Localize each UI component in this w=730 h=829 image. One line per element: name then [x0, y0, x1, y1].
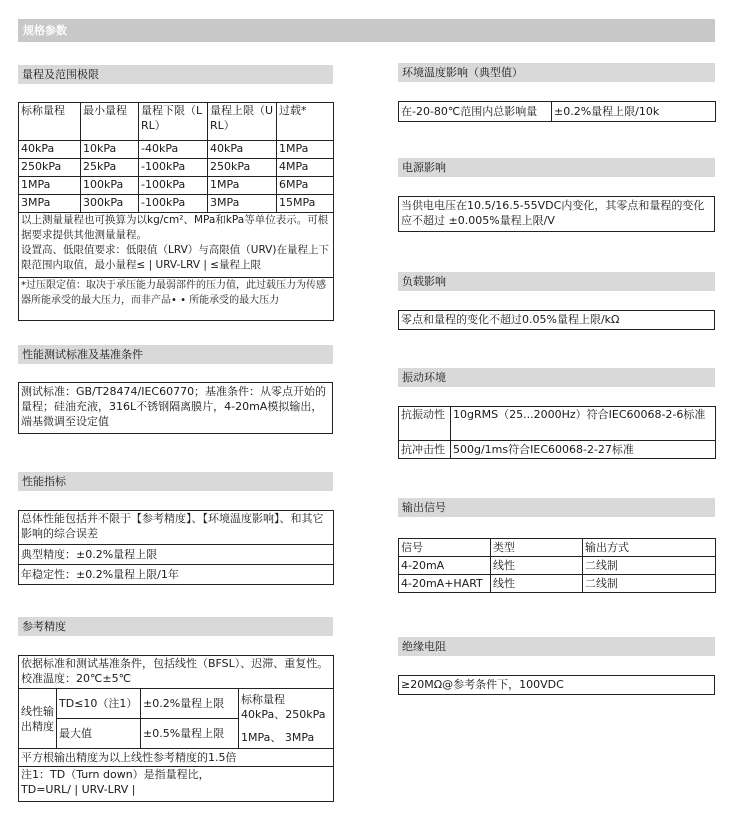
nominal-range-values-1: 40kPa、250kPa: [241, 708, 326, 721]
section-title: 性能测试标准及基准条件: [22, 348, 143, 361]
table-cell: 6MPa: [277, 177, 334, 195]
table-header-row: [399, 539, 716, 557]
table-row: [19, 545, 334, 565]
nominal-range-title: 标称量程: [241, 693, 285, 706]
section-header-load: [398, 272, 715, 291]
table-cell: 40kPa: [19, 141, 81, 159]
table-cell: 4-20mA: [399, 557, 491, 575]
ambient-table: [398, 101, 716, 122]
nominal-range-values-2: 1MPa、 3MPa: [241, 731, 315, 744]
table-cell: 3MPa: [19, 195, 81, 213]
table-cell: 4MPa: [277, 159, 334, 177]
column-header: 过载*: [277, 103, 334, 141]
table-row: [19, 177, 334, 195]
table-cell: 15MPa: [277, 195, 334, 213]
table-row: [19, 689, 334, 719]
table-row: [19, 213, 334, 278]
max-accuracy-value: ±0.5%量程上限: [141, 719, 239, 749]
table-row: [19, 195, 334, 213]
table-cell: 1MPa: [277, 141, 334, 159]
table-cell: 二线制: [583, 575, 716, 593]
insulation-text: ≥20MΩ@参考条件下，100VDC: [398, 675, 715, 695]
sqrt-output-note: 平方根输出精度为以上线性参考精度的1.5倍: [19, 749, 334, 767]
section-title: 输出信号: [402, 501, 446, 514]
section-title: 振动环境: [402, 371, 446, 384]
output-table: [398, 538, 716, 593]
table-cell: 1MPa: [19, 177, 81, 195]
table-cell: -100kPa: [139, 159, 208, 177]
table-cell: 250kPa: [19, 159, 81, 177]
table-cell: -40kPa: [139, 141, 208, 159]
section-title: 绝缘电阻: [402, 640, 446, 653]
table-cell: 10kPa: [81, 141, 139, 159]
table-row: [19, 278, 334, 321]
table-cell: 3MPa: [208, 195, 277, 213]
table-cell: 300kPa: [81, 195, 139, 213]
table-cell: 线性: [491, 575, 583, 593]
table-cell: 500g/1ms符合IEC60068-2-27标准: [451, 441, 716, 459]
table-row: [19, 656, 334, 689]
section-title: 量程及范围极限: [22, 68, 99, 81]
section-header-power: [398, 158, 715, 177]
table-row: [399, 441, 716, 459]
section-header-performance: [18, 472, 333, 491]
range-notes: [19, 213, 334, 278]
table-row: [19, 767, 334, 802]
table-cell: 40kPa: [208, 141, 277, 159]
turndown-note: [19, 767, 334, 802]
power-influence-text: 当供电电压在10.5/16.5-55VDC内变化，其零点和量程的变化应不超过 ±0.005%量程上限/V: [398, 196, 715, 232]
linear-accuracy-label: 线性输出精度: [19, 689, 57, 749]
accuracy-intro: 依据标准和测试基准条件，包括线性（BFSL）、迟滞、重复性。校准温度：20℃±5℃: [19, 656, 334, 689]
column-header: 最小量程: [81, 103, 139, 141]
td-accuracy-value: ±0.2%量程上限: [141, 689, 239, 719]
table-row: [399, 102, 716, 122]
nominal-range-cell: [239, 689, 334, 749]
table-cell: -100kPa: [139, 195, 208, 213]
table-row: [399, 575, 716, 593]
accuracy-table: [18, 655, 334, 802]
page-title-bar: [18, 19, 715, 42]
table-row: [399, 407, 716, 441]
section-header-insulation: [398, 637, 715, 656]
test-conditions-text: 测试标准：GB/T28474/IEC60770；基准条件：从零点开始的量程；硅油充液，316L不锈钢隔离膜片，4-20mA模拟输出，端基微调至设定值: [18, 382, 333, 434]
load-influence-text: 零点和量程的变化不超过0.05%量程上限/kΩ: [398, 310, 715, 330]
page-title: 规格参数: [23, 24, 67, 37]
table-cell: 总体性能包括并不限于【参考精度】、【环境温度影响】、和其它影响的综合误差: [19, 511, 334, 545]
section-header-ambient: [398, 63, 715, 82]
section-header-test: [18, 345, 333, 364]
ambient-label: 在-20-80℃范围内总影响量: [399, 102, 552, 122]
column-header: 信号: [399, 539, 491, 557]
turndown-note-line2: TD=URL/ | URV-LRV |: [21, 783, 136, 796]
section-header-accuracy: [18, 617, 333, 636]
table-row: [399, 557, 716, 575]
column-header: 输出方式: [583, 539, 716, 557]
td-condition: TD≤10（注1）: [57, 689, 141, 719]
max-label: 最大值: [57, 719, 141, 749]
column-header: 标称量程: [19, 103, 81, 141]
column-header: 量程上限（URL）: [208, 103, 277, 141]
table-row: [19, 141, 334, 159]
table-row: [19, 511, 334, 545]
performance-table: [18, 510, 334, 585]
section-title: 环境温度影响（典型值）: [402, 66, 523, 79]
overload-note: *过压限定值：取决于承压能力最弱部件的压力值，此过载压力为传感器所能承受的最大压力，而非产品• • 所能承受的最大压力: [19, 278, 334, 321]
table-header-row: [19, 103, 334, 141]
section-title: 性能指标: [22, 475, 66, 488]
table-cell: 100kPa: [81, 177, 139, 195]
section-title: 参考精度: [22, 620, 66, 633]
column-header: 量程下限（LRL）: [139, 103, 208, 141]
section-header-vibration: [398, 368, 715, 387]
range-table: [18, 102, 334, 321]
column-header: 类型: [491, 539, 583, 557]
table-row: [19, 159, 334, 177]
table-cell: 10gRMS（25...2000Hz）符合IEC60068-2-6标准: [451, 407, 716, 441]
table-row: [19, 565, 334, 585]
vibration-table: [398, 406, 716, 459]
table-cell: -100kPa: [139, 177, 208, 195]
table-cell: 抗振动性: [399, 407, 451, 441]
section-header-range: [18, 65, 333, 84]
table-cell: 25kPa: [81, 159, 139, 177]
table-cell: 抗冲击性: [399, 441, 451, 459]
table-cell: 线性: [491, 557, 583, 575]
table-cell: 4-20mA+HART: [399, 575, 491, 593]
table-cell: 1MPa: [208, 177, 277, 195]
table-cell: 二线制: [583, 557, 716, 575]
range-note-limits: 设置高、低限值要求：低限值（LRV）与高限值（URV)在量程上下限范围内取值，最小量程≤ | URV-LRV | ≤量程上限: [21, 244, 329, 271]
section-title: 电源影响: [402, 161, 446, 174]
section-header-output: [398, 498, 715, 517]
table-cell: 典型精度：±0.2%量程上限: [19, 545, 334, 565]
range-note-units: 以上测量量程也可换算为以kg/cm²、MPa和kPa等单位表示。可根据要求提供其他测量量程。: [21, 214, 329, 241]
section-title: 负载影响: [402, 275, 446, 288]
table-cell: 年稳定性：±0.2%量程上限/1年: [19, 565, 334, 585]
table-cell: 250kPa: [208, 159, 277, 177]
table-row: [19, 749, 334, 767]
ambient-value: ±0.2%量程上限/10k: [552, 102, 716, 122]
turndown-note-line1: 注1：TD（Turn down）是指量程比，: [21, 768, 210, 781]
